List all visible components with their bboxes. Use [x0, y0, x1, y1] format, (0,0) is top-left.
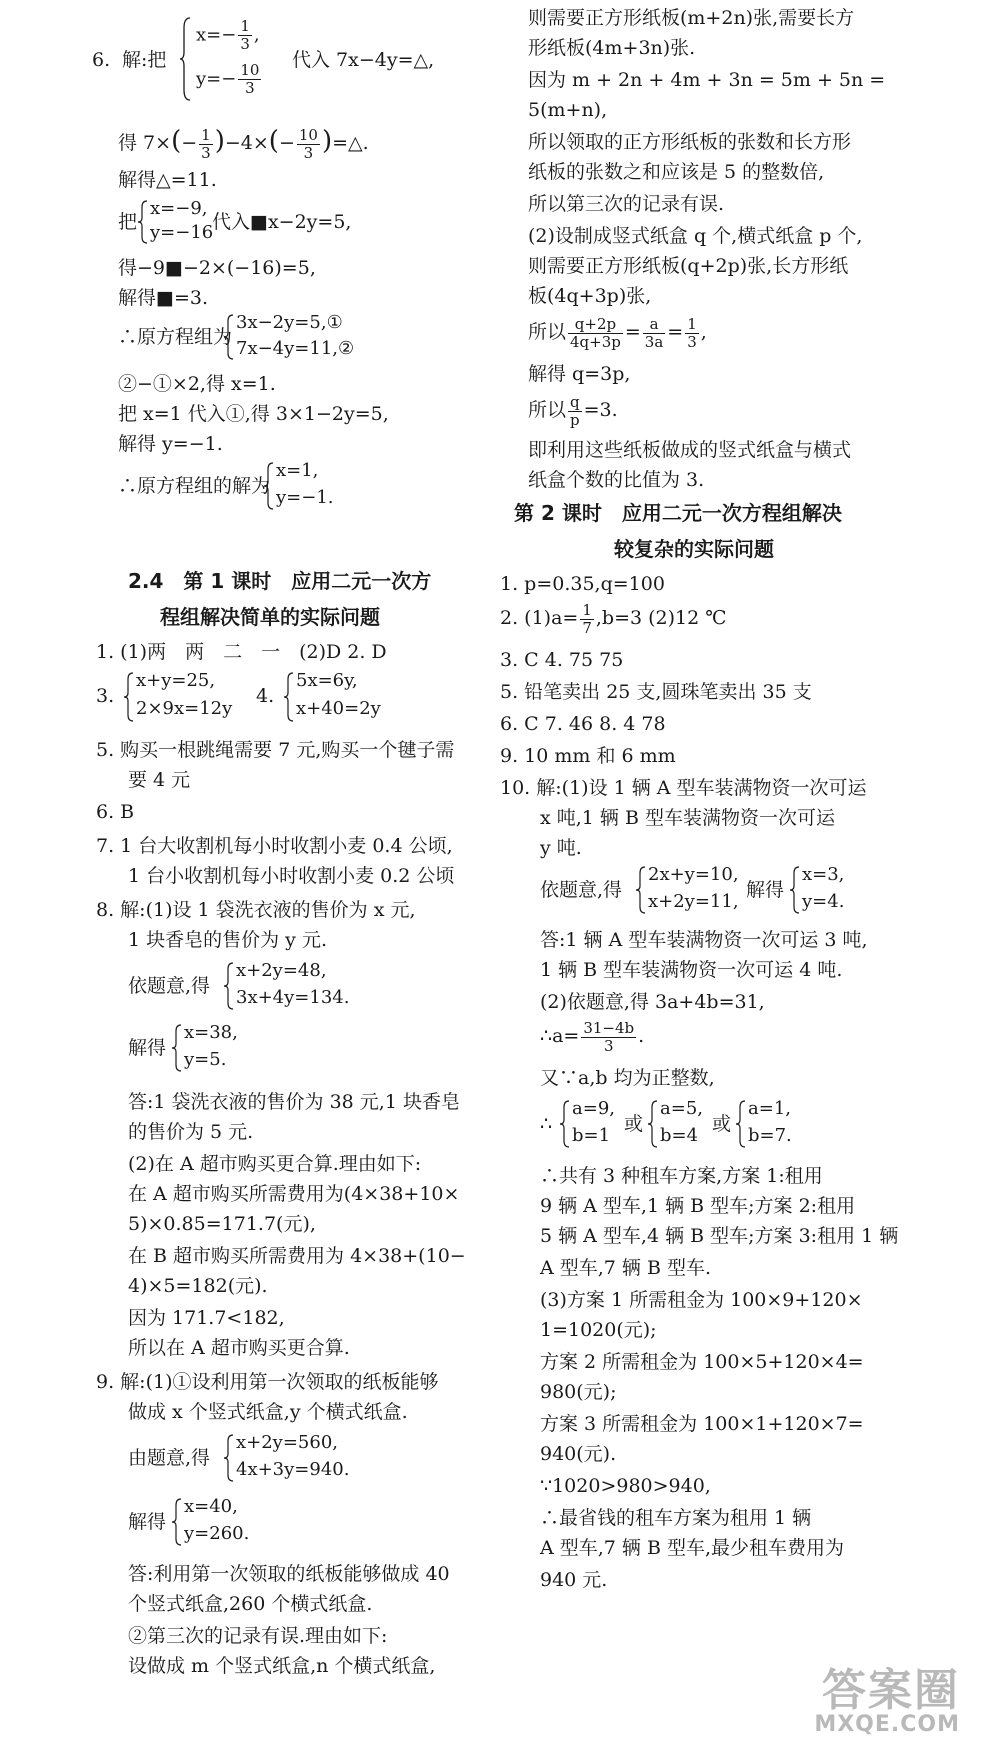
answer-9-system-1: 由题意,得 x+2y=560, 4x+3y=940. — [128, 1432, 350, 1480]
q6-row-2: y=− $\frac{10}{3}$ — [196, 61, 260, 97]
answer-8-line13: 所以在 A 超市购买更合算. — [128, 1337, 350, 1359]
section-title-lesson-2-line1: 第 2 课时 应用二元一次方程组解决 — [514, 501, 842, 525]
q6-system-3: ∴原方程组为 3x−2y=5,① 7x−4y=11,② — [118, 312, 355, 359]
q6-line-8: ②−①×2,得 x=1. — [118, 373, 276, 395]
b-answer-1: 1. p=0.35,q=100 — [500, 573, 665, 595]
r-line-10: 板(4q+3p)张, — [528, 285, 652, 307]
left-brace — [172, 1024, 182, 1072]
answer-7-line2: 1 台小收割机每小时收割小麦 0.2 公顷 — [128, 865, 455, 887]
r-line-3: 因为 m + 2n + 4m + 3n = 5m + 5n = — [528, 69, 886, 91]
q6-substitute-text: 代入 7x−4y=△, — [292, 49, 435, 71]
b-answer-10-line14: A 型车,7 辆 B 型车. — [540, 1257, 712, 1279]
q6-jie: 解:把 — [122, 49, 167, 71]
section-title-lesson-2-line2: 较复杂的实际问题 — [614, 537, 774, 561]
b-answer-10-line17: 方案 2 所需租金为 100×5+120×4= — [540, 1351, 864, 1373]
b-answer-9: 9. 10 mm 和 6 mm — [500, 745, 676, 767]
answer-9-line5: 答:利用第一次领取的纸板能够做成 40 — [128, 1563, 450, 1585]
q6-row-1: x=− $\frac{1}{3}$ , — [196, 17, 260, 53]
r-line-8: (2)设制成竖式纸盒 q 个,横式纸盒 p 个, — [528, 225, 863, 247]
answer-6: 6. B — [96, 801, 135, 823]
watermark-logo: 答案圈 MXQE.COM — [814, 1665, 960, 1737]
b-answer-3-4: 3. C 4. 75 75 — [500, 649, 624, 671]
b-answer-2: 2. (1)a= $\frac{1}{7}$ ,b=3 (2)12 ℃ — [500, 600, 727, 637]
r-line-2: 形纸板(4m+3n)张. — [528, 37, 696, 59]
b-answer-10-line22: ∴最省钱的租车方案为租用 1 辆 — [540, 1507, 812, 1529]
answer-8-line1: 8. 解:(1)设 1 袋洗衣液的售价为 x 元, — [96, 899, 416, 921]
q6-line-5: 得−9■−2×(−16)=5, — [118, 257, 316, 279]
b-answer-10-line16: 1=1020(元); — [540, 1319, 657, 1341]
answer-8-line12: 因为 171.7<182, — [128, 1307, 285, 1329]
left-brace — [224, 1434, 234, 1482]
q6-number: 6. — [92, 49, 111, 71]
answer-7-line1: 7. 1 台大收割机每小时收割小麦 0.4 公顷, — [96, 835, 453, 857]
left-brace — [138, 200, 148, 244]
r-line-14: 即利用这些纸板做成的竖式纸盒与横式 — [528, 439, 852, 461]
left-brace — [124, 672, 134, 722]
r-line-7: 所以第三次的记录有误. — [528, 193, 725, 215]
b-answer-10-line24: 940 元. — [540, 1569, 608, 1591]
left-brace — [224, 314, 234, 360]
answer-8-line9: 5)×0.85=171.7(元), — [128, 1213, 316, 1235]
answer-8-line2: 1 块香皂的售价为 y 元. — [128, 929, 327, 951]
r-line-9: 则需要正方形纸板(q+2p)张,长方形纸 — [528, 255, 849, 277]
r-fraction-line-1: 所以 $\frac{q+2p}{4q+3p}$ = $\frac{a}{3a}$ = $\frac{1}{3}$ , — [528, 314, 707, 351]
answer-9-system-2: 解得 x=40, y=260. — [128, 1496, 250, 1544]
b-answer-10-line12: 9 辆 A 型车,1 辆 B 型车;方案 2:租用 — [540, 1195, 856, 1217]
left-brace — [736, 1100, 746, 1148]
answer-9-line1: 9. 解:(1)①设利用第一次领取的纸板能够 — [96, 1371, 439, 1393]
left-brace — [264, 462, 274, 510]
answer-8-line5: 答:1 袋洗衣液的售价为 38 元,1 块香皂 — [128, 1091, 460, 1113]
b-answer-10-line9: 又∵a,b 均为正整数, — [540, 1067, 715, 1089]
left-brace — [284, 672, 294, 722]
section-title-2-4-line1: 2.4 第 1 课时 应用二元一次方 — [128, 569, 432, 593]
q6-line-2: 得 7×(− $\frac{1}{3}$ )−4×(− $\frac{10}{3}$ )=△. — [118, 125, 369, 162]
answer-8-line8: 在 A 超市购买所需费用为(4×38+10× — [128, 1183, 460, 1205]
b-answer-10-line2: x 吨,1 辆 B 型车装满物资一次可运 — [540, 807, 835, 829]
answer-8-line11: 4)×5=182(元). — [128, 1275, 268, 1297]
b-answer-10-line18: 980(元); — [540, 1381, 617, 1403]
b-answer-5: 5. 铅笔卖出 25 支,圆珠笔卖出 35 支 — [500, 681, 812, 703]
r-line-5: 所以领取的正方形纸板的张数和长方形 — [528, 131, 852, 153]
answer-8-system-1: 依题意,得 x+2y=48, 3x+4y=134. — [128, 960, 350, 1008]
r-line-1: 则需要正方形纸板(m+2n)张,需要长方 — [528, 7, 855, 29]
left-brace — [790, 866, 800, 914]
b-answer-10-line7: (2)依题意,得 3a+4b=31, — [540, 991, 765, 1013]
q6-line-3: 解得△=11. — [118, 169, 217, 191]
r-line-6: 纸板的张数之和应该是 5 的整数倍, — [528, 161, 825, 183]
left-brace — [172, 1498, 182, 1546]
left-brace — [560, 1100, 570, 1148]
b-answer-10-line1: 10. 解:(1)设 1 辆 A 型车装满物资一次可运 — [500, 777, 867, 799]
q6-solution-system: ∴原方程组的解为 x=1, y=−1. — [118, 460, 334, 508]
r-line-15: 纸盒个数的比值为 3. — [528, 469, 705, 491]
q6-system — [92, 12, 492, 102]
q6-system-2: 把 x=−9, y=−16 代入■x−2y=5, — [118, 198, 352, 243]
b-answer-10-line13: 5 辆 A 型车,4 辆 B 型车;方案 3:租用 1 辆 — [540, 1225, 899, 1247]
r-line-4: 5(m+n), — [528, 99, 608, 121]
answer-8-line6: 的售价为 5 元. — [128, 1121, 254, 1143]
r-fraction-line-2: 所以 $\frac{q}{p}$ =3. — [528, 392, 618, 429]
b-answer-10-line5: 答:1 辆 A 型车装满物资一次可运 3 吨, — [540, 929, 868, 951]
b-answer-10-line23: A 型车,7 辆 B 型车,最少租车费用为 — [540, 1537, 845, 1559]
answer-5-line2: 要 4 元 — [128, 769, 191, 791]
b-answer-10-line3: y 吨. — [540, 837, 582, 859]
left-brace — [648, 1100, 658, 1148]
b-answer-10-line6: 1 辆 B 型车装满物资一次可运 4 吨. — [540, 959, 843, 981]
b-answer-6-8: 6. C 7. 46 8. 4 78 — [500, 713, 666, 735]
answer-9-line7: ②第三次的记录有误.理由如下: — [128, 1625, 388, 1647]
answer-5-line1: 5. 购买一根跳绳需要 7 元,购买一个毽子需 — [96, 739, 455, 761]
b-answer-10-line21: ∵1020>980>940, — [540, 1475, 711, 1497]
b10-cases-system: ∴ a=9, b=1 或 a=5, b=4 或 a=1, b=7. — [540, 1098, 792, 1146]
section-title-2-4-line2: 程组解决简单的实际问题 — [160, 605, 380, 629]
r-line-12: 解得 q=3p, — [528, 363, 631, 385]
q6-line-6: 解得■=3. — [118, 287, 208, 309]
b-answer-10-line19: 方案 3 所需租金为 100×1+120×7= — [540, 1413, 864, 1435]
b-answer-10-line11: ∴共有 3 种租车方案,方案 1:租用 — [540, 1165, 823, 1187]
b-answer-10-line20: 940(元). — [540, 1443, 617, 1465]
q6-line-9: 把 x=1 代入①,得 3×1−2y=5, — [118, 403, 389, 425]
left-brace — [224, 962, 234, 1010]
answer-9-line8: 设做成 m 个竖式纸盒,n 个横式纸盒, — [128, 1655, 436, 1677]
answer-9-line2: 做成 x 个竖式纸盒,y 个横式纸盒. — [128, 1401, 408, 1423]
answer-8-line7: (2)在 A 超市购买更合算.理由如下: — [128, 1153, 422, 1175]
answer-1: 1. (1)两 两 二 一 (2)D 2. D — [96, 641, 387, 663]
answer-8-line10: 在 B 超市购买所需费用为 4×38+(10− — [128, 1245, 466, 1267]
left-brace — [636, 866, 646, 914]
b-answer-10-fraction: ∴a= $\frac{31-4b}{3}$ . — [540, 1018, 645, 1055]
answer-8-system-2: 解得 x=38, y=5. — [128, 1022, 238, 1070]
q6-line-10: 解得 y=−1. — [118, 433, 223, 455]
b10-system: 依题意,得 2x+y=10, x+2y=11, 解得 x=3, y=4. — [540, 864, 845, 912]
left-brace — [180, 16, 192, 102]
answer-9-line6: 个竖式纸盒,260 个横式纸盒. — [128, 1593, 373, 1615]
answers-3-4: 3. x+y=25, 2×9x=12y 4. 5x=6y, x+40=2y — [96, 670, 496, 724]
b-answer-10-line15: (3)方案 1 所需租金为 100×9+120× — [540, 1289, 863, 1311]
